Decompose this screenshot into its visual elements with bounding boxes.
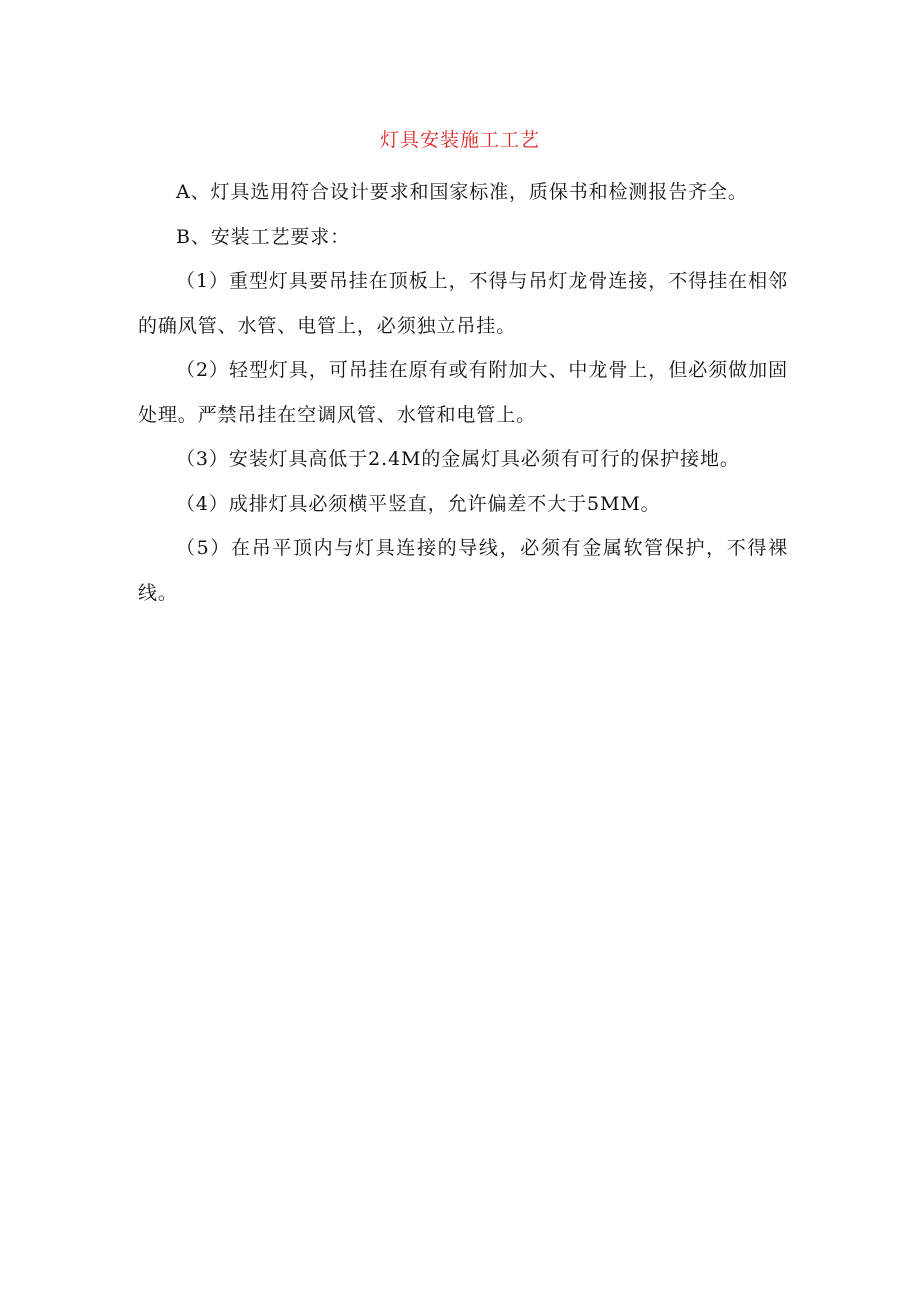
document-title: 灯具安装施工工艺 — [379, 129, 540, 151]
paragraph-a: A、灯具选用符合设计要求和国家标准，质保书和检测报告齐全。 — [176, 181, 748, 203]
requirement-3: （3）安装灯具高低于2.4M的金属灯具必须有可行的保护接地。 — [176, 448, 740, 470]
requirement-1: （1）重型灯具要吊挂在顶板上，不得与吊灯龙骨连接，不得挂在相邻的确风管、水管、电管上，必须独立吊挂。 — [138, 270, 788, 337]
requirement-2: （2）轻型灯具，可吊挂在原有或有附加大、中龙骨上，但必须做加固处理。严禁吊挂在空调风管、水管和电管上。 — [138, 359, 788, 426]
requirement-4: （4）成排灯具必须横平竖直，允许偏差不大于5MM。 — [176, 492, 661, 515]
requirement-5: （5）在吊平顶内与灯具连接的导线，必须有金属软管保护，不得裸线。 — [138, 537, 788, 604]
paragraph-b: B、安装工艺要求： — [176, 225, 351, 248]
document-body — [138, 170, 788, 615]
